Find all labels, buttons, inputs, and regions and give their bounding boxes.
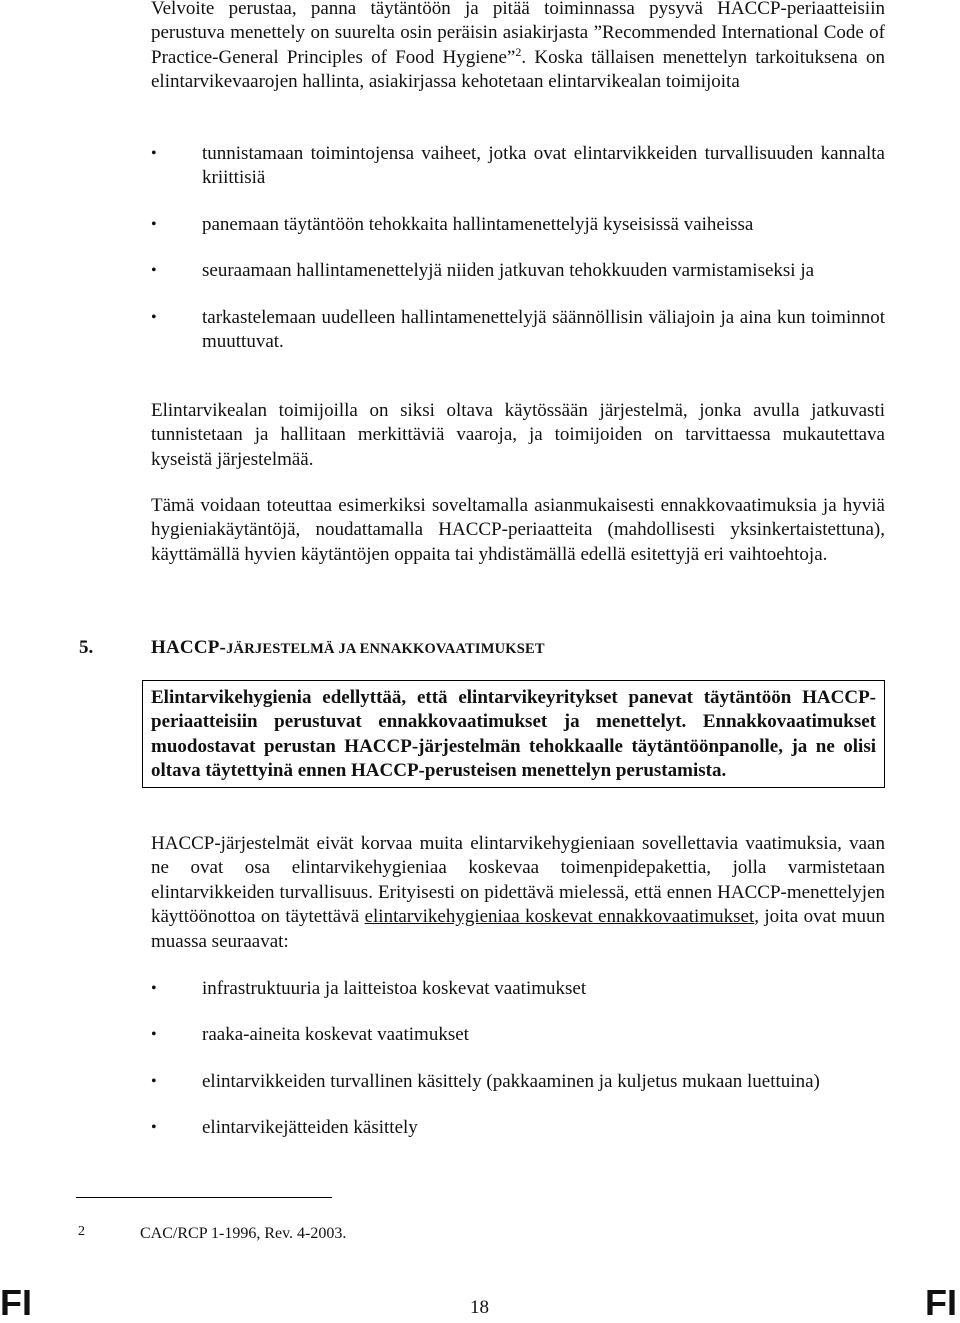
footnote-divider (76, 1197, 332, 1198)
bullet-list-2 (151, 977, 885, 1141)
paragraph-2: Elintarvikealan toimijoilla on siksi oltava käytössään järjestelmä, jonka avulla jatkuvasti tunnistetaan ja hallitaan merkittäviä vaaroja, ja toimijoiden on tarvittaessa mukautettava kyseistä järjestelmää. (151, 400, 885, 470)
bullet-icon: • (151, 215, 157, 233)
list-item (151, 259, 885, 283)
highlighted-box: Elintarvikehygienia edellyttää, että elintarvikeyritykset panevat täytäntöön HACCP-periaatteisiin perustuvat ennakkovaatimukset ja menettelyt. Ennakkovaatimukset muodostavat perustan HACCP-järjestelmän tehokkaalle täytäntöönpanolle, ja ne olisi oltava täytettyinä ennen HACCP-perusteisen menettelyn perustamista. (142, 680, 885, 788)
intro-paragraph (151, 0, 885, 95)
bullet-icon: • (151, 308, 157, 326)
paragraph-4 (151, 832, 885, 954)
bullet-icon: • (151, 262, 157, 280)
language-code-left: FI (0, 1282, 32, 1323)
list-item (151, 977, 885, 1001)
bullet-list-1 (151, 142, 885, 354)
list-item (151, 1070, 885, 1094)
intro-text-part1: Velvoite perustaa, panna täytäntöön ja pitää toiminnassa pysyvä HACCP-periaatteisiin perustuva menettely on suurelta osin peräisin asiakirjasta ”Recommended International Code of Practice-General Principles of Food Hygiene” (151, 0, 885, 68)
bullet-icon: • (151, 1026, 157, 1044)
list-item-text: raaka-aineita koskevat vaatimukset (202, 1024, 469, 1046)
intro-text-part2: . Koska tällaisen menettelyn tarkoituksena on elintarvikevaarojen hallinta, asiakirjassa kehotetaan elintarvikealan toimijoita (151, 46, 885, 93)
footnote-reference[interactable]: 2 (515, 44, 522, 59)
list-item (151, 142, 885, 191)
section-title (151, 636, 545, 661)
list-item-text: tarkastelemaan uudelleen hallintamenettelyjä säännöllisin väliajoin ja aina kun toiminnot muuttuvat. (202, 306, 885, 353)
list-item-text: panemaan täytäntöön tehokkaita hallintamenettelyjä kyseisissä vaiheissa (202, 213, 754, 235)
list-item (151, 1023, 885, 1047)
paragraph-4-text: HACCP-järjestelmät eivät korvaa muita elintarvikehygieniaan sovellettavia vaatimuksia, vaan ne ovat osa elintarvikehygieniaa koskevaa toimenpidepakettia, jolla varmistetaan elintarvikkeiden turvallisuus. Erityisesti on pidettävä mielessä, että ennen HACCP-menettelyjen käyttöönottoa on täytettävä (151, 833, 885, 928)
list-item (151, 213, 885, 237)
list-item-text: elintarvikejätteiden käsittely (202, 1117, 418, 1139)
section-title-part-a: HACCP- (151, 637, 227, 658)
list-item-text: elintarvikkeiden turvallinen käsittely (pakkaaminen ja kuljetus mukaan luettuina) (202, 1070, 820, 1092)
bullet-icon: • (151, 1119, 157, 1137)
list-item-text: tunnistamaan toimintojensa vaiheet, jotka ovat elintarvikkeiden turvallisuuden kannalta kriittisiä (202, 143, 885, 189)
underlined-phrase: elintarvikehygieniaa koskevat ennakkovaatimukset (364, 906, 755, 928)
section-title-part-b: JÄRJESTELMÄ JA ENNAKKOVAATIMUKSET (226, 641, 545, 657)
bullet-icon: • (151, 1072, 157, 1090)
section-number: 5. (79, 637, 94, 658)
list-item-text: infrastruktuuria ja laitteistoa koskevat vaatimukset (202, 978, 587, 999)
page-number: 18 (470, 1297, 489, 1318)
footnote-number: 2 (78, 1224, 85, 1239)
list-item-text: seuraamaan hallintamenettelyjä niiden jatkuvan tehokkuuden varmistamiseksi ja (202, 260, 815, 282)
list-item (151, 1116, 885, 1140)
list-item (151, 306, 885, 355)
bullet-icon: • (151, 145, 157, 162)
bullet-icon: • (151, 980, 157, 997)
footnote-text: CAC/RCP 1-1996, Rev. 4-2003. (140, 1225, 347, 1242)
language-code-right: FI (925, 1282, 957, 1323)
paragraph-3: Tämä voidaan toteuttaa esimerkiksi soveltamalla asianmukaisesti ennakkovaatimuksia ja hyviä hygieniakäytäntöjä, noudattamalla HACCP-periaatteita (mahdollisesti yksinkertaistettuna), käyttämällä hyvien käytäntöjen oppaita tai yhdistämällä edellä esitettyjä eri vaihtoehtoja. (151, 495, 885, 565)
paragraph-4-end: , joita ovat muun muassa seuraavat: (151, 906, 885, 952)
